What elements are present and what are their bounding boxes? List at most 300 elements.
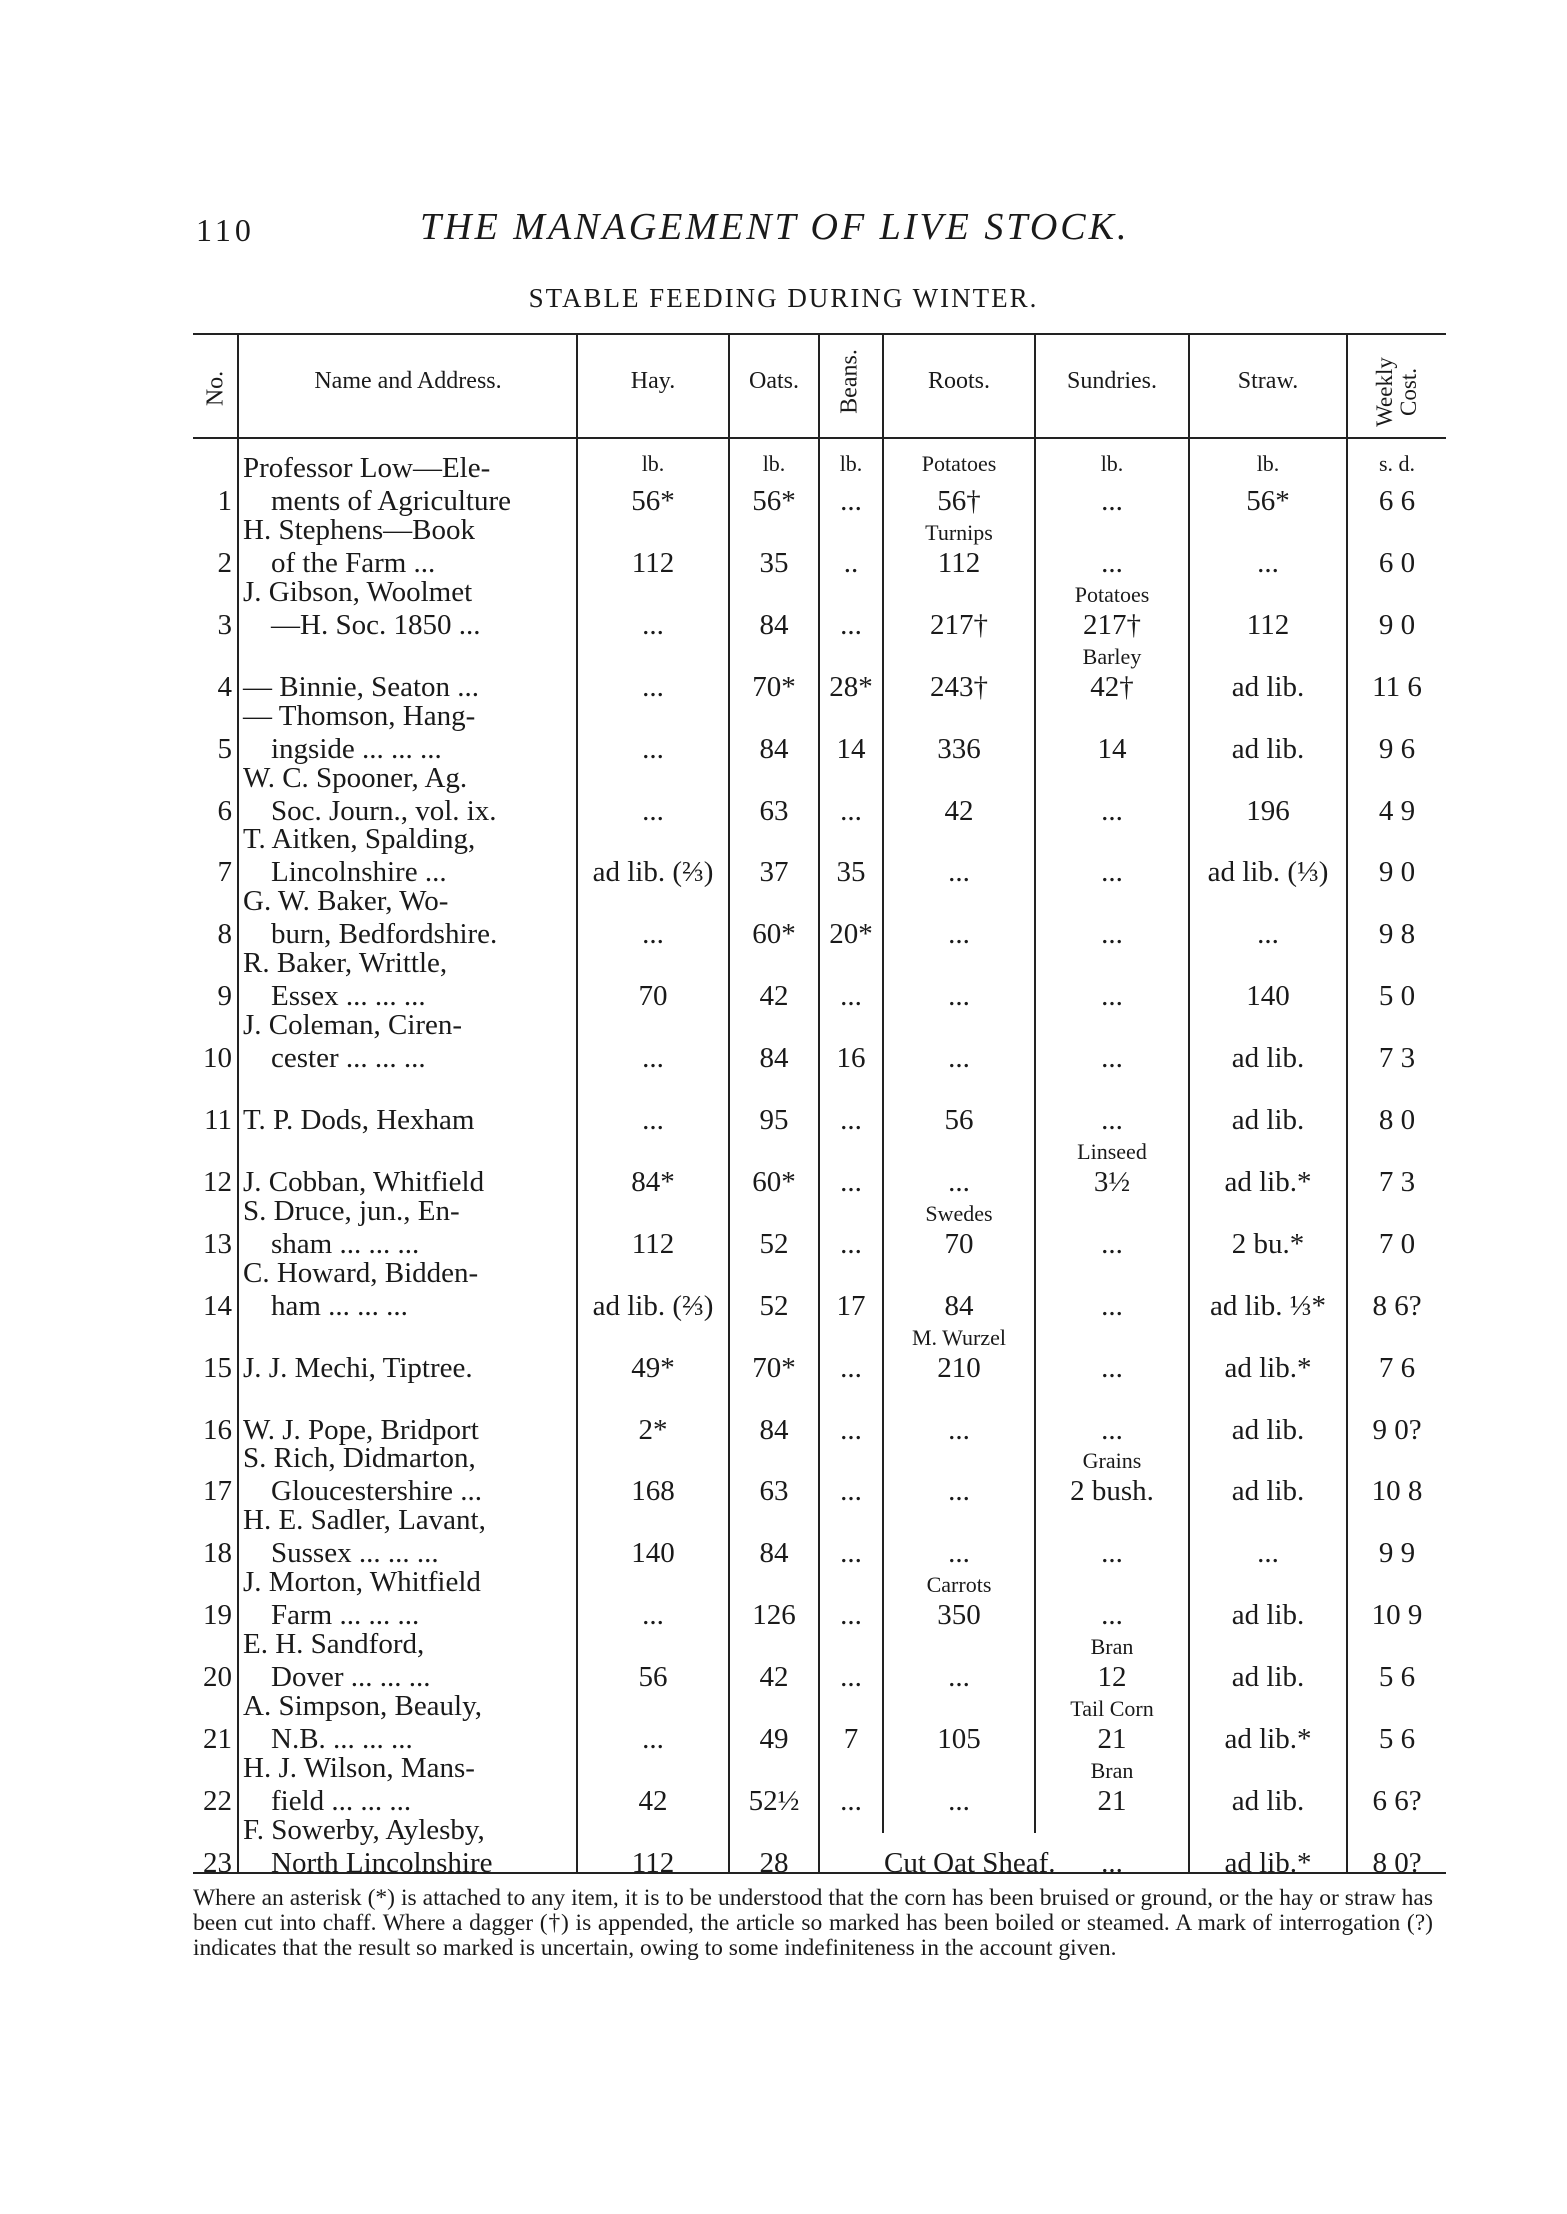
cell-cost: 8 0? <box>1372 1846 1422 1879</box>
cell-cost: 9 0? <box>1372 1413 1422 1446</box>
row-name-address <box>243 823 568 889</box>
cell-beans: ... <box>840 980 862 1013</box>
row-name-address <box>243 1442 568 1508</box>
cell-hay: ... <box>642 918 664 951</box>
row-number: 23 <box>203 1846 232 1879</box>
name-line-1: F. Sowerby, Aylesby, <box>243 1813 485 1846</box>
name-line-2: cester ... ... ... <box>271 1042 426 1075</box>
sundries-value: ... <box>1101 1846 1123 1879</box>
cell-beans: 20* <box>829 918 873 951</box>
cell-oats: 84 <box>759 732 789 765</box>
sundries-value: 3½ <box>1093 1165 1131 1198</box>
name-line-2: Sussex ... ... ... <box>271 1537 439 1570</box>
name-line-2: — Binnie, Seaton ... <box>243 670 480 703</box>
cell-straw: 56* <box>1246 485 1290 517</box>
cell-hay: 140 <box>631 1537 675 1570</box>
cell-cost: 9 6 <box>1378 732 1416 765</box>
cell-sundries <box>1036 1076 1188 1137</box>
roots-kind-label <box>884 1819 1034 1847</box>
table-row <box>0 1752 1567 1818</box>
cell-cost: 5 6 <box>1378 1661 1416 1694</box>
cell-oats: 37 <box>759 856 789 889</box>
cell-hay: 168 <box>631 1475 675 1508</box>
sundries-value: 21 <box>1097 1784 1127 1817</box>
cell-sundries <box>1036 1014 1188 1075</box>
roots-kind-label <box>884 457 1034 485</box>
table-row <box>0 1257 1567 1323</box>
name-line-2: Lincolnshire ... <box>271 856 447 889</box>
cell-oats: 52 <box>759 1289 789 1322</box>
cell-beans: .. <box>843 546 859 579</box>
row-number: 15 <box>203 1351 232 1384</box>
cell-beans: ... <box>840 1537 862 1570</box>
sundries-value: ... <box>1101 1599 1123 1632</box>
cell-cost: 10 8 <box>1371 1475 1423 1508</box>
cell-hay: 2* <box>638 1413 668 1446</box>
row-number: 21 <box>203 1723 232 1755</box>
cell-roots <box>884 1014 1034 1075</box>
roots-value: 336 <box>937 732 981 765</box>
sundries-kind-label <box>1036 1262 1188 1290</box>
cell-sundries <box>1036 828 1188 889</box>
cell-oats: 70* <box>752 670 796 703</box>
cell-roots <box>884 705 1034 766</box>
cell-hay: ad lib. (⅔) <box>592 1289 714 1322</box>
sundries-kind-label <box>1036 952 1188 980</box>
cell-oats: 60* <box>752 918 796 951</box>
sundries-value: 21 <box>1097 1723 1127 1755</box>
roots-value: 243† <box>930 670 988 703</box>
cell-beans: ... <box>840 1227 862 1260</box>
name-line-2: Essex ... ... ... <box>271 980 426 1013</box>
row-name-address <box>243 1133 568 1199</box>
cell-roots <box>884 1262 1034 1323</box>
row-name-address <box>243 1752 568 1818</box>
row-name-address <box>243 700 568 766</box>
cell-straw: ad lib.* <box>1224 1165 1312 1198</box>
cell-sundries <box>1036 890 1188 951</box>
cell-sundries <box>1036 1324 1188 1385</box>
roots-value: 56 <box>944 1104 974 1136</box>
cell-straw: ... <box>1257 918 1279 951</box>
roots-value: ... <box>948 918 970 951</box>
roots-kind-label <box>884 952 1034 980</box>
roots-kind-label <box>884 1014 1034 1042</box>
cell-oats: 84 <box>759 608 789 641</box>
roots-kind-label <box>884 1262 1034 1290</box>
cell-oats: 42 <box>759 980 789 1013</box>
row-name-address <box>243 1690 568 1756</box>
roots-kind-label <box>884 1386 1034 1414</box>
cell-cost: 6 6 <box>1378 485 1416 517</box>
cell-beans: ... <box>840 485 862 517</box>
row-number: 8 <box>217 918 232 951</box>
name-line-2: Soc. Journ., vol. ix. <box>271 794 497 827</box>
name-line-1: H. Stephens—Book <box>243 513 475 546</box>
row-name-address <box>243 1814 568 1880</box>
roots-value: ... <box>948 1042 970 1075</box>
cell-hay: ... <box>642 1599 664 1632</box>
table-row <box>0 638 1567 704</box>
cell-hay: 56* <box>631 485 675 517</box>
name-line-1 <box>243 1133 568 1166</box>
unit-roots: Potatoes <box>921 451 997 476</box>
cell-sundries <box>1036 1571 1188 1632</box>
table-row <box>0 1009 1567 1075</box>
row-name-address <box>243 947 568 1013</box>
cell-hay: 112 <box>631 1846 675 1879</box>
cell-straw: ad lib.* <box>1224 1351 1312 1384</box>
cell-beans: ... <box>840 608 862 641</box>
row-number: 1 <box>217 485 232 517</box>
table-row <box>0 1442 1567 1508</box>
cell-sundries <box>1036 643 1188 704</box>
name-line-2: Dover ... ... ... <box>271 1661 431 1694</box>
name-line-1: S. Druce, jun., En- <box>243 1194 460 1227</box>
table-row <box>0 1133 1567 1199</box>
sundries-value: ... <box>1101 1413 1123 1446</box>
name-line-1 <box>243 1319 568 1352</box>
name-line-2: W. J. Pope, Bridport <box>243 1413 479 1446</box>
table-row <box>0 885 1567 951</box>
cell-oats: 126 <box>752 1599 796 1632</box>
cell-straw: ad lib. <box>1231 1599 1305 1632</box>
roots-kind-label <box>884 1509 1034 1537</box>
roots-value: 70 <box>944 1227 974 1260</box>
cell-sundries <box>1036 1447 1188 1508</box>
cell-straw: ad lib.* <box>1224 1723 1312 1755</box>
row-name-address <box>243 1566 568 1632</box>
sundries-kind-label <box>1036 519 1188 547</box>
table-row <box>0 1690 1567 1756</box>
cell-sundries <box>1036 581 1188 642</box>
sundries-value: ... <box>1101 1104 1123 1136</box>
cell-roots <box>884 1324 1034 1385</box>
name-line-2: T. P. Dods, Hexham <box>243 1104 475 1136</box>
name-line-1: H. J. Wilson, Mans- <box>243 1751 475 1784</box>
roots-kind-label <box>884 1138 1034 1166</box>
cell-cost: 9 9 <box>1378 1537 1416 1570</box>
header-straw: Straw. <box>1237 368 1299 394</box>
name-line-2: burn, Bedfordshire. <box>271 918 498 951</box>
cell-cost: 7 3 <box>1378 1165 1416 1198</box>
row-name-address <box>243 1628 568 1694</box>
cell-sundries <box>1036 767 1188 828</box>
table-row <box>0 1319 1567 1385</box>
sundries-value: ... <box>1101 546 1123 579</box>
cell-roots <box>884 1509 1034 1570</box>
cell-roots <box>884 952 1034 1013</box>
name-line-1: — Thomson, Hang- <box>243 699 476 732</box>
cell-straw: ad lib. <box>1231 1042 1305 1075</box>
cell-beans: ... <box>840 1784 862 1817</box>
table-row <box>0 576 1567 642</box>
unit-hay: lb. <box>641 451 665 476</box>
cell-hay: ad lib. (⅔) <box>592 856 714 889</box>
row-number: 7 <box>217 856 232 889</box>
roots-kind-label <box>884 767 1034 795</box>
roots-value: 105 <box>937 1723 981 1755</box>
name-line-1 <box>243 638 568 671</box>
name-line-2: J. J. Mechi, Tiptree. <box>243 1351 473 1384</box>
cell-roots <box>884 1695 1034 1756</box>
cell-beans: ... <box>840 1104 862 1136</box>
cell-cost: 6 0 <box>1378 546 1416 579</box>
row-number: 6 <box>217 794 232 827</box>
name-line-2: sham ... ... ... <box>271 1227 420 1260</box>
cell-oats: 63 <box>759 1475 789 1508</box>
name-line-2: North Lincolnshire <box>271 1846 493 1879</box>
cell-oats: 84 <box>759 1042 789 1075</box>
row-number: 11 <box>204 1104 232 1136</box>
cell-straw: ... <box>1257 546 1279 579</box>
cell-cost: 9 0 <box>1378 608 1416 641</box>
roots-value: ... <box>948 1537 970 1570</box>
name-line-2: ingside ... ... ... <box>271 732 442 765</box>
cell-cost: 7 0 <box>1378 1227 1416 1260</box>
table-row <box>0 1195 1567 1261</box>
cell-roots <box>884 828 1034 889</box>
cell-oats: 63 <box>759 794 789 827</box>
cell-hay: ... <box>642 608 664 641</box>
cell-hay: 84* <box>631 1165 675 1198</box>
roots-value: 350 <box>937 1599 981 1632</box>
cell-hay: 112 <box>631 546 675 579</box>
roots-value: ... <box>948 1475 970 1508</box>
cell-roots <box>884 1571 1034 1632</box>
sundries-kind-label <box>1036 767 1188 795</box>
sundries-value: 12 <box>1097 1661 1127 1694</box>
cell-straw: ad lib. <box>1231 1475 1305 1508</box>
cell-hay: ... <box>642 1104 664 1136</box>
sundries-value: 14 <box>1097 732 1127 765</box>
header-hay: Hay. <box>630 368 676 394</box>
cell-oats: 70* <box>752 1351 796 1384</box>
cell-sundries <box>1036 1509 1188 1570</box>
name-line-1: S. Rich, Didmarton, <box>243 1442 476 1475</box>
footnote: Where an asterisk (*) is attached to any item, it is to be understood that the corn has been bruised or ground, or the hay or straw has been cut into chaff. Where a dagger (†) is appended, the article so marked has been boiled or steamed. A mark of interrogation (?) indicates that the result so marked is uncertain, owing to some indefiniteness in the account given. <box>193 1885 1433 1961</box>
name-line-2: ments of Agriculture <box>271 485 512 517</box>
cell-cost: 10 9 <box>1371 1599 1423 1632</box>
name-line-1: A. Simpson, Beauly, <box>243 1690 482 1722</box>
row-number: 2 <box>217 546 232 579</box>
roots-kind-label <box>884 1447 1034 1475</box>
cell-cost: 5 0 <box>1378 980 1416 1013</box>
sundries-kind-label <box>1036 1386 1188 1414</box>
row-number: 17 <box>203 1475 232 1508</box>
sundries-value: 217† <box>1083 608 1141 641</box>
cell-sundries <box>1036 519 1188 580</box>
row-number: 20 <box>203 1661 232 1694</box>
cell-hay: 70 <box>638 980 668 1013</box>
cell-straw: ad lib. <box>1231 1661 1305 1694</box>
cell-cost: 8 6? <box>1372 1289 1422 1322</box>
name-line-2: —H. Soc. 1850 ... <box>271 608 481 641</box>
name-line-1 <box>243 1381 568 1414</box>
cell-straw: ad lib. (⅓) <box>1207 856 1329 889</box>
name-line-2: J. Cobban, Whitfield <box>243 1165 485 1198</box>
cell-roots <box>884 1386 1034 1447</box>
roots-kind-label <box>884 1076 1034 1104</box>
cell-straw: ad lib. <box>1231 1413 1305 1446</box>
sundries-kind-label: Grains <box>1082 1448 1142 1474</box>
roots-kind-label: Carrots <box>926 1572 992 1598</box>
sundries-value: 2 bush. <box>1070 1475 1154 1508</box>
sundries-value: 42† <box>1090 670 1134 703</box>
sundries-kind-label <box>1036 1509 1188 1537</box>
row-number: 19 <box>203 1599 232 1632</box>
unit-cost: s. d. <box>1378 451 1416 476</box>
row-number: 9 <box>217 980 232 1013</box>
cell-cost: 7 3 <box>1378 1042 1416 1075</box>
row-name-address <box>243 514 568 580</box>
cell-beans: 14 <box>836 732 866 765</box>
header-cost: Weekly Cost. <box>1372 357 1421 427</box>
row-name-address <box>243 1319 568 1385</box>
cell-roots <box>884 519 1034 580</box>
roots-value: 56† <box>937 485 981 517</box>
sundries-value: ... <box>1101 856 1123 889</box>
cell-straw: ad lib. ⅓* <box>1210 1289 1326 1322</box>
row-name-address <box>243 452 568 518</box>
cell-oats: 28 <box>759 1846 789 1879</box>
running-title: THE MANAGEMENT OF LIVE STOCK. <box>420 206 1130 248</box>
cell-sundries <box>1036 1757 1188 1818</box>
roots-value: ... <box>948 1165 970 1198</box>
cell-beans: ... <box>840 1475 862 1508</box>
table-row <box>0 1628 1567 1694</box>
cell-straw: 196 <box>1246 794 1290 827</box>
cell-roots <box>884 890 1034 951</box>
cell-sundries <box>1036 1138 1188 1199</box>
cell-beans: ... <box>840 1351 862 1384</box>
row-number: 14 <box>203 1289 232 1322</box>
row-number: 3 <box>217 608 232 641</box>
roots-kind-label <box>884 1757 1034 1785</box>
name-line-2: ham ... ... ... <box>271 1289 408 1322</box>
cell-roots <box>884 643 1034 704</box>
row-number: 10 <box>203 1042 232 1075</box>
row-name-address <box>243 885 568 951</box>
cell-sundries <box>1036 457 1188 518</box>
cell-sundries <box>1036 1695 1188 1756</box>
cell-oats: 84 <box>759 1413 789 1446</box>
row-number: 13 <box>203 1227 232 1260</box>
cell-beans: 16 <box>836 1042 866 1075</box>
name-line-1: E. H. Sandford, <box>243 1628 425 1661</box>
row-name-address <box>243 1071 568 1137</box>
sundries-kind-label: Bran <box>1090 1757 1134 1783</box>
roots-value: ... <box>948 856 970 889</box>
cell-sundries <box>1036 1819 1188 1880</box>
roots-kind-label <box>884 581 1034 609</box>
cell-cost: 9 8 <box>1378 918 1416 951</box>
sundries-kind-label <box>1036 1076 1188 1104</box>
cell-sundries <box>1036 705 1188 766</box>
unit-beans: lb. <box>839 451 863 476</box>
name-line-2: N.B. ... ... ... <box>271 1723 413 1755</box>
cell-oats: 95 <box>759 1104 789 1136</box>
sundries-kind-label: Linseed <box>1077 1138 1147 1164</box>
roots-value: 210 <box>937 1351 981 1384</box>
cell-straw: ad lib. <box>1231 732 1305 765</box>
name-line-1: T. Aitken, Spalding, <box>243 823 476 856</box>
roots-value: 217† <box>930 608 988 641</box>
cell-oats: 60* <box>752 1165 796 1198</box>
row-name-address <box>243 638 568 704</box>
table-row <box>0 823 1567 889</box>
roots-value: ... <box>948 1661 970 1694</box>
cell-hay: ... <box>642 794 664 827</box>
cell-straw: ad lib. <box>1231 1104 1305 1136</box>
row-number: 4 <box>217 670 232 703</box>
name-line-1: W. C. Spooner, Ag. <box>243 761 468 794</box>
cell-oats: 84 <box>759 1537 789 1570</box>
sundries-value: ... <box>1101 1227 1123 1260</box>
table-row <box>0 1071 1567 1137</box>
cell-roots <box>884 1200 1034 1261</box>
cell-roots <box>884 581 1034 642</box>
sundries-value: ... <box>1101 485 1123 517</box>
header-no: No. <box>202 370 229 407</box>
name-line-1: J. Morton, Whitfield <box>243 1566 481 1599</box>
cell-cost: 11 6 <box>1372 670 1422 703</box>
table-title: STABLE FEEDING DURING WINTER. <box>528 283 1039 313</box>
cell-roots <box>884 1819 1056 1880</box>
cell-sundries <box>1036 952 1188 1013</box>
cell-straw: 140 <box>1246 980 1290 1013</box>
table-row <box>0 1504 1567 1570</box>
cell-roots <box>884 1076 1034 1137</box>
header-sundries: Sundries. <box>1067 368 1157 394</box>
roots-value: 84 <box>944 1289 974 1322</box>
sundries-kind-label: Tail Corn <box>1070 1696 1154 1721</box>
name-line-2: Gloucestershire ... <box>271 1475 482 1508</box>
name-line-2: Farm ... ... ... <box>271 1599 420 1632</box>
cell-cost: 9 0 <box>1378 856 1416 889</box>
sundries-kind-label <box>1036 828 1188 856</box>
roots-value: Cut Oat Sheaf. <box>884 1846 1056 1879</box>
row-number: 18 <box>203 1537 232 1570</box>
cell-straw: ad lib. <box>1231 1784 1305 1817</box>
cell-hay: ... <box>642 732 664 765</box>
name-line-1: G. W. Baker, Wo- <box>243 885 449 918</box>
roots-value: ... <box>948 980 970 1013</box>
table-row <box>0 762 1567 828</box>
cell-straw: ad lib. <box>1231 670 1305 703</box>
cell-beans: ... <box>840 1661 862 1694</box>
cell-oats: 52½ <box>748 1784 800 1817</box>
sundries-value: ... <box>1101 980 1123 1013</box>
roots-kind-label <box>884 1633 1034 1661</box>
row-name-address <box>243 576 568 642</box>
cell-roots <box>884 1138 1034 1199</box>
unit-sundries: lb. <box>1100 451 1124 476</box>
cell-cost: 5 6 <box>1378 1723 1416 1755</box>
roots-value: ... <box>948 1413 970 1446</box>
sundries-kind-label <box>1036 705 1188 733</box>
row-number: 12 <box>203 1165 232 1198</box>
sundries-kind-label: Barley <box>1082 643 1142 669</box>
row-name-address <box>243 1257 568 1323</box>
name-line-1: C. Howard, Bidden- <box>243 1256 479 1289</box>
table-row <box>0 1381 1567 1447</box>
row-number: 16 <box>203 1413 232 1446</box>
cell-hay: ... <box>642 1042 664 1075</box>
cell-sundries <box>1036 1633 1188 1694</box>
roots-kind-label <box>884 643 1034 671</box>
sundries-kind-label <box>1036 890 1188 918</box>
